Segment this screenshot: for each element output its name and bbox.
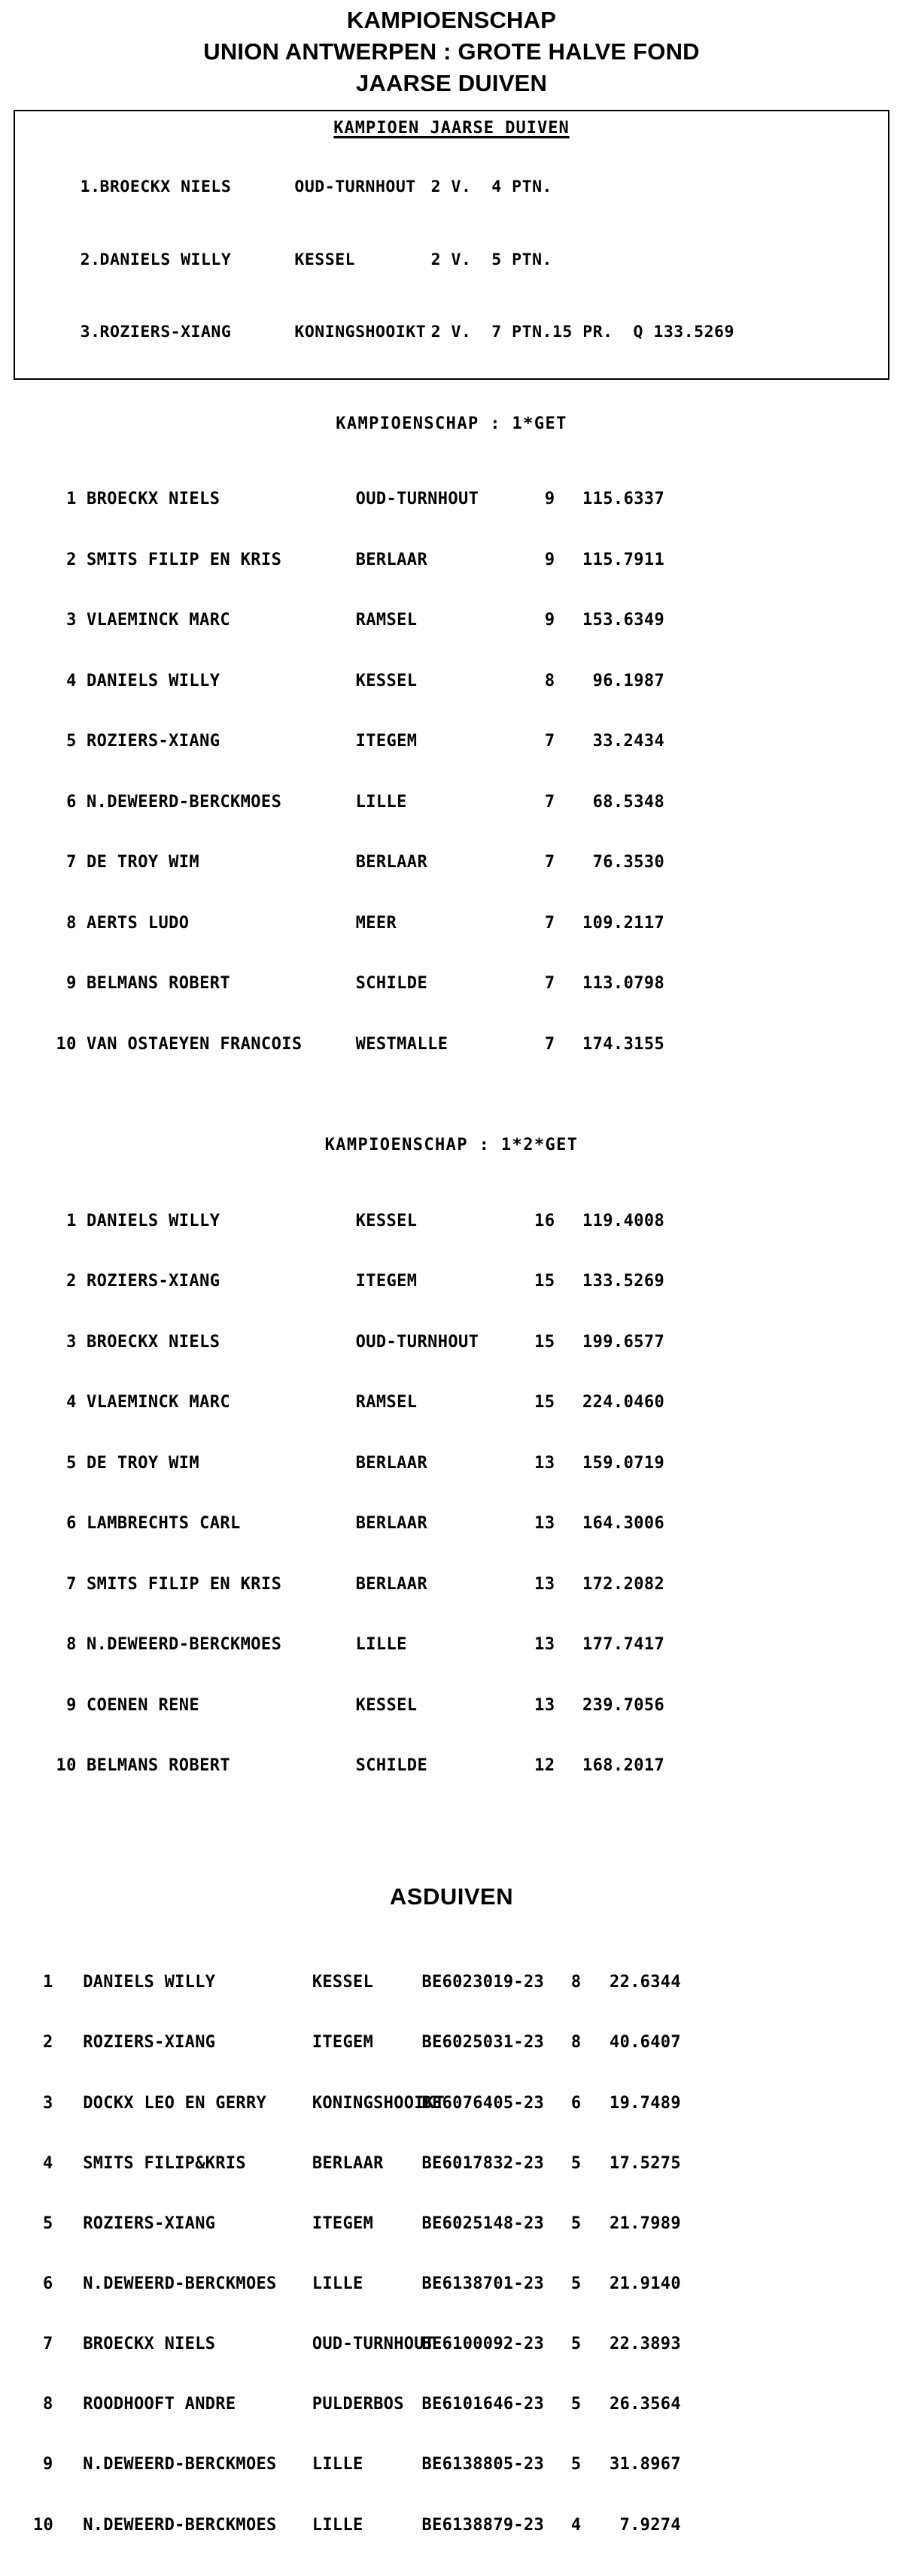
table-row [33,2094,903,2114]
row-name: VAN OSTAEYEN FRANCOIS [86,1034,303,1054]
table-row [33,2455,903,2475]
champion-city: KESSEL [294,250,356,269]
row-points: 5 [570,2395,582,2414]
row-coefficient: 40.6407 [610,2033,681,2053]
row-points: 7 [544,1034,555,1054]
row-points: 7 [544,732,555,751]
row-points: 5 [570,2455,582,2474]
row-points: 9 [544,550,555,569]
row-coefficient: 115.7911 [582,550,665,569]
row-ring-number: BE6023019-23 [421,1973,545,1992]
row-name: BROECKX NIELS [86,490,220,509]
row-city: BERLAAR [355,853,428,872]
row-coefficient: 119.4008 [582,1211,665,1230]
row-coefficient: 109.2117 [582,913,665,933]
row-rank: 1 [66,490,77,509]
row-city: BERLAAR [355,1514,428,1534]
row-coefficient: 174.3155 [582,1034,665,1054]
table-row [33,2274,903,2295]
row-city: KESSEL [355,1211,418,1230]
table-row [33,2335,903,2355]
row-coefficient: 26.3564 [610,2395,681,2414]
table-row [33,2395,903,2415]
row-rank: 2 [66,1272,77,1291]
row-points: 15 [534,1272,555,1291]
row-name: DANIELS WILLY [83,1973,216,1992]
row-name: BROECKX NIELS [83,2335,216,2354]
row-coefficient: 76.3530 [592,853,665,872]
row-points: 8 [544,671,555,690]
row-rank: 10 [33,2515,54,2535]
table-row [47,1035,903,1055]
row-points: 15 [534,1332,555,1352]
row-name: DANIELS WILLY [86,671,220,690]
table-row [33,1973,903,1993]
row-coefficient: 153.6349 [582,611,665,630]
asduiven-title: ASDUIVEN [389,1883,514,1910]
row-rank: 6 [66,1514,77,1534]
row-rank: 3 [66,611,77,630]
title-line-1: KAMPIOENSCHAP [346,7,557,33]
row-name: N.DEWEERD-BERCKMOES [83,2515,277,2535]
champion-row [15,296,888,369]
section-asduiven [0,1883,903,2576]
row-city: KONINGSHOOIKT [312,2093,445,2113]
champion-rank: 1. [80,177,101,196]
row-name: BROECKX NIELS [86,1332,220,1352]
row-ring-number: BE6025031-23 [421,2033,545,2053]
row-points: 5 [570,2335,582,2354]
table-row [33,2214,903,2235]
row-points: 13 [534,1574,555,1594]
row-rank: 8 [66,1635,77,1655]
row-coefficient: 133.5269 [582,1272,665,1291]
table-row [47,1333,903,1353]
row-coefficient: 33.2434 [592,732,665,751]
row-rank: 5 [42,2213,53,2233]
table-row [47,1393,903,1413]
table-row [47,490,903,510]
row-rank: 2 [42,2033,53,2053]
row-city: ITEGEM [355,1272,418,1291]
row-coefficient: 172.2082 [582,1574,665,1594]
row-points: 7 [544,853,555,872]
row-coefficient: 199.6577 [582,1332,665,1352]
row-coefficient: 31.8967 [610,2455,681,2474]
title-line-3: JAARSE DUIVEN [355,69,548,96]
row-city: LILLE [355,1635,407,1655]
row-name: SMITS FILIP EN KRIS [86,550,282,569]
row-city: PULDERBOS [312,2395,404,2414]
row-rank: 10 [56,1034,77,1054]
row-rank: 4 [66,1393,77,1412]
row-ring-number: BE6076405-23 [421,2093,545,2113]
table-row [47,1575,903,1595]
row-points: 8 [570,2033,582,2053]
row-rank: 1 [66,1211,77,1230]
row-name: DE TROY WIM [86,853,200,872]
row-city: LILLE [312,2455,363,2474]
row-coefficient: 96.1987 [592,671,665,690]
row-name: N.DEWEERD-BERCKMOES [86,792,282,812]
table-row [47,1514,903,1534]
table-row [47,974,903,994]
row-points: 7 [544,792,555,812]
ranking-table [0,1171,903,1817]
row-city: KESSEL [355,671,418,690]
row-name: COENEN RENE [86,1695,200,1715]
table-row [47,551,903,571]
champion-city: KONINGSHOOIKT [294,323,427,342]
row-coefficient: 168.2017 [582,1756,665,1776]
row-coefficient: 22.6344 [610,1973,681,1992]
row-name: ROZIERS-XIANG [83,2213,216,2233]
table-row [47,1454,903,1474]
section-title: KAMPIOENSCHAP : 1*GET [336,414,567,433]
row-name: ROZIERS-XIANG [83,2033,216,2053]
row-name: DOCKX LEO EN GERRY [83,2093,267,2113]
row-rank: 4 [42,2153,53,2173]
row-city: ITEGEM [312,2213,374,2233]
row-city: SCHILDE [355,974,428,994]
table-row [33,2516,903,2536]
row-coefficient: 164.3006 [582,1514,665,1534]
champion-details: 2 V. 5 PTN. [430,250,552,269]
row-rank: 3 [66,1332,77,1352]
row-rank: 9 [66,974,77,994]
row-name: BELMANS ROBERT [86,1756,231,1776]
title-line-2: UNION ANTWERPEN : GROTE HALVE FOND [203,38,700,65]
row-points: 7 [544,913,555,933]
row-city: ITEGEM [355,732,418,751]
row-city: RAMSEL [355,611,418,630]
row-points: 4 [570,2515,582,2535]
table-row [47,732,903,752]
row-name: DANIELS WILLY [86,1211,220,1230]
row-points: 13 [534,1514,555,1534]
row-points: 15 [534,1393,555,1412]
row-name: ROODHOOFT ANDRE [83,2395,236,2414]
row-points: 5 [570,2153,582,2173]
champion-box [14,110,889,380]
champion-row [15,223,888,296]
table-row [47,1272,903,1292]
row-rank: 6 [42,2274,53,2293]
row-coefficient: 68.5348 [592,792,665,812]
table-row [47,1696,903,1716]
ranking-table [0,450,903,1096]
page-title [0,0,903,99]
row-city: OUD-TURNHOUT [355,1332,479,1352]
row-city: KESSEL [312,1973,374,1992]
row-ring-number: BE6138805-23 [421,2455,545,2474]
row-rank: 2 [66,550,77,569]
table-row [47,1635,903,1655]
row-city: SCHILDE [355,1756,428,1776]
table-row [47,1756,903,1776]
row-points: 13 [534,1453,555,1473]
row-name: N.DEWEERD-BERCKMOES [83,2274,277,2293]
row-city: BERLAAR [355,550,428,569]
row-name: VLAEMINCK MARC [86,611,231,630]
row-ring-number: BE6100092-23 [421,2335,545,2354]
section-title: KAMPIOENSCHAP : 1*2*GET [324,1136,579,1155]
row-coefficient: 7.9274 [619,2515,681,2535]
section-kampioenschap-1get [0,414,903,1096]
row-points: 6 [570,2093,582,2113]
row-points: 7 [544,974,555,994]
row-name: SMITS FILIP&KRIS [83,2153,246,2173]
row-rank: 5 [66,1453,77,1473]
row-ring-number: BE6101646-23 [421,2395,545,2414]
row-rank: 7 [66,1574,77,1594]
champion-name: BROECKX NIELS [99,177,232,196]
row-name: BELMANS ROBERT [86,974,231,994]
row-city: MEER [355,913,397,933]
table-row [47,793,903,813]
row-points: 13 [534,1635,555,1655]
row-points: 5 [570,2213,582,2233]
champion-city: OUD-TURNHOUT [294,177,416,196]
row-name: DE TROY WIM [86,1453,200,1473]
row-ring-number: BE6025148-23 [421,2213,545,2233]
row-city: WESTMALLE [355,1034,448,1054]
champion-details: 2 V. 7 PTN.15 PR. Q 133.5269 [430,323,734,342]
champion-name: ROZIERS-XIANG [99,323,232,342]
champion-details: 2 V. 4 PTN. [430,177,552,196]
table-row [47,1212,903,1232]
row-points: 12 [534,1756,555,1776]
row-coefficient: 21.9140 [610,2274,681,2293]
row-rank: 3 [42,2093,53,2113]
champion-rank: 2. [80,250,101,269]
row-city: RAMSEL [355,1393,418,1412]
row-points: 13 [534,1695,555,1715]
row-city: LILLE [312,2515,363,2535]
row-coefficient: 224.0460 [582,1393,665,1412]
row-name: N.DEWEERD-BERCKMOES [86,1635,282,1655]
table-row [47,853,903,873]
row-coefficient: 159.0719 [582,1453,665,1473]
champion-name: DANIELS WILLY [99,250,232,269]
row-city: KESSEL [355,1695,418,1715]
row-coefficient: 21.7989 [610,2213,681,2233]
row-rank: 4 [66,671,77,690]
row-rank: 9 [66,1695,77,1715]
table-row [33,2033,903,2053]
table-row [47,672,903,692]
champion-row [15,151,888,224]
row-coefficient: 177.7417 [582,1635,665,1655]
row-city: BERLAAR [355,1574,428,1594]
row-coefficient: 115.6337 [582,490,665,509]
row-city: OUD-TURNHOUT [312,2335,435,2354]
champion-rank: 3. [80,323,101,342]
row-rank: 6 [66,792,77,812]
row-points: 16 [534,1211,555,1230]
row-city: ITEGEM [312,2033,374,2053]
row-points: 9 [544,490,555,509]
row-coefficient: 239.7056 [582,1695,665,1715]
asduiven-table [0,1933,903,2576]
row-city: BERLAAR [312,2153,384,2173]
champion-box-title: KAMPIOEN JAARSE DUIVEN [333,118,570,138]
row-coefficient: 113.0798 [582,974,665,994]
row-city: LILLE [312,2274,363,2293]
table-row [47,914,903,934]
row-ring-number: BE6017832-23 [421,2153,545,2173]
row-coefficient: 22.3893 [610,2335,681,2354]
table-row [33,2154,903,2174]
row-name: LAMBRECHTS CARL [86,1514,241,1534]
section-kampioenschap-1-2get [0,1136,903,1817]
row-rank: 8 [42,2395,53,2414]
row-name: SMITS FILIP EN KRIS [86,1574,282,1594]
row-ring-number: BE6138879-23 [421,2515,545,2535]
row-coefficient: 17.5275 [610,2153,681,2173]
row-rank: 7 [42,2335,53,2354]
row-points: 8 [570,1973,582,1992]
row-city: BERLAAR [355,1453,428,1473]
row-points: 9 [544,611,555,630]
row-city: LILLE [355,792,407,812]
table-row [47,611,903,631]
row-rank: 8 [66,913,77,933]
row-rank: 5 [66,732,77,751]
row-city: OUD-TURNHOUT [355,490,479,509]
row-name: VLAEMINCK MARC [86,1393,231,1412]
row-name: ROZIERS-XIANG [86,732,220,751]
row-name: AERTS LUDO [86,913,190,933]
row-rank: 7 [66,853,77,872]
row-name: N.DEWEERD-BERCKMOES [83,2455,277,2474]
row-rank: 10 [56,1756,77,1776]
row-name: ROZIERS-XIANG [86,1272,220,1291]
row-ring-number: BE6138701-23 [421,2274,545,2293]
row-points: 5 [570,2274,582,2293]
row-rank: 1 [42,1973,53,1992]
row-rank: 9 [42,2455,53,2474]
row-coefficient: 19.7489 [610,2093,681,2113]
